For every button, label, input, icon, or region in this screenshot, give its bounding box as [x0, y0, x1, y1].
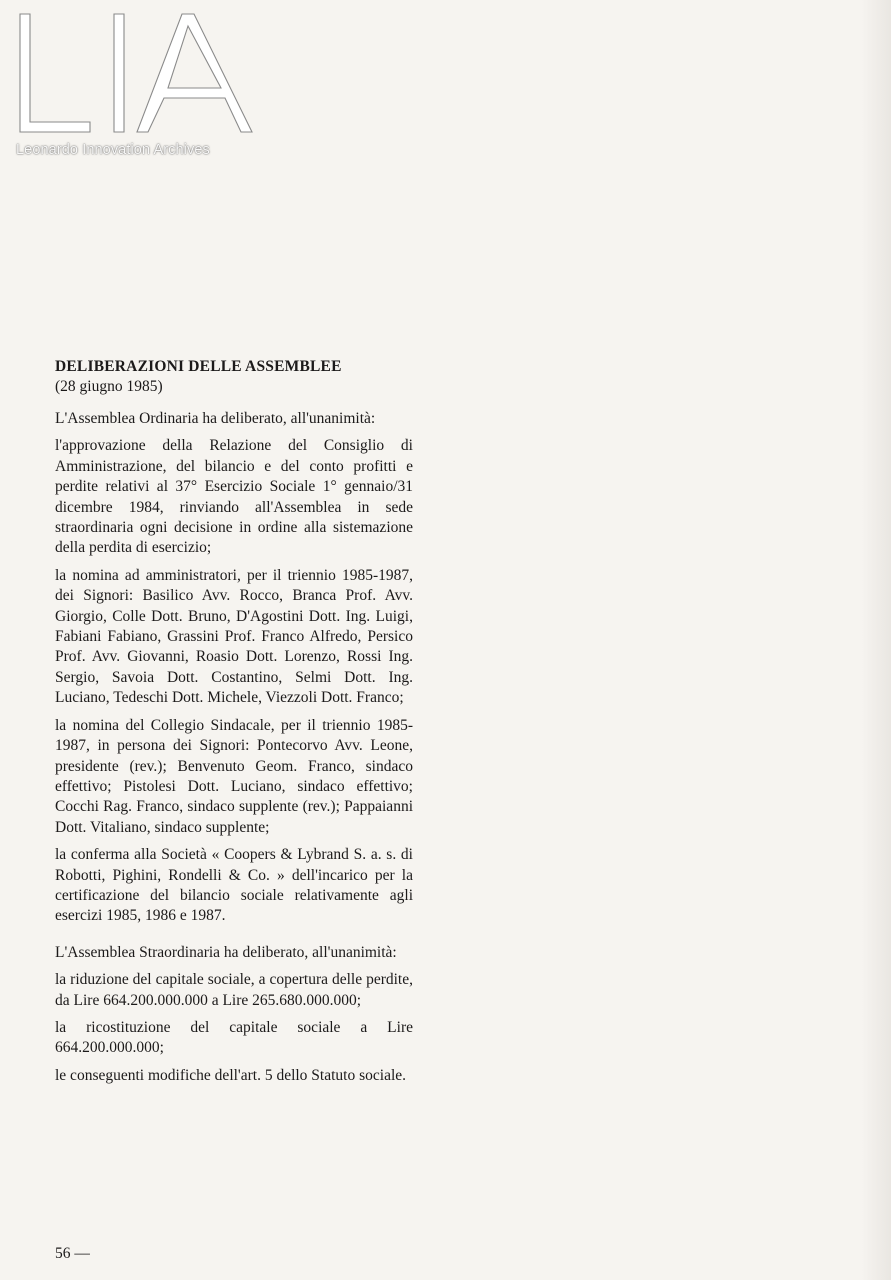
ordinary-item: la conferma alla Società « Coopers & Lybrand S. a. s. di Robotti, Pighini, Rondelli & Co. » dell'incarico per la certificazione del bilancio sociale relativamente agli esercizi 1985, 1986 e 1987. — [55, 846, 413, 925]
ordinary-item: l'approvazione della Relazione del Consiglio di Amministrazione, del bilancio e del conto profitti e perdite relativi al 37° Esercizio Sociale 1° gennaio/31 dicembre 1984, rinviando all'Assemblea in sede straordinaria ogni decisione in ordine alla sistemazione della perdita di esercizio; — [55, 437, 413, 557]
document-date: (28 giugno 1985) — [55, 378, 163, 395]
ordinary-item: la nomina ad amministratori, per il triennio 1985-1987, dei Signori: Basilico Avv. Rocco, Branca Prof. Avv. Giorgio, Colle Dott. Bruno, D'Agostini Dott. Ing. Luigi, Fabiani Fabiano, Grassini Prof. Franco Alfredo, Persico Prof. Avv. Giovanni, Roasio Dott. Lorenzo, Rossi Ing. Sergio, Savoia Dott. Costantino, Selmi Dott. Ing. Luciano, Tedeschi Dott. Michele, Viezzoli Dott. Franco; — [55, 566, 413, 707]
lia-watermark-logo — [14, 10, 254, 158]
extraordinary-assembly-intro: L'Assemblea Straordinaria ha deliberato, all'unanimità: — [55, 943, 397, 961]
ordinary-assembly-intro: L'Assemblea Ordinaria ha deliberato, all'unanimità: — [55, 410, 376, 427]
document-title: DELIBERAZIONI DELLE ASSEMBLEE — [55, 358, 342, 375]
document-body — [55, 357, 413, 1093]
watermark-tagline: Leonardo Innovation Archives — [16, 142, 210, 158]
extraordinary-item: la ricostituzione del capitale sociale a Lire 664.200.000.000; — [55, 1018, 413, 1057]
extraordinary-item: le conseguenti modifiche dell'art. 5 dello Statuto sociale. — [55, 1066, 407, 1084]
page-number: 56 — — [55, 1245, 90, 1262]
ordinary-item: la nomina del Collegio Sindacale, per il triennio 1985-1987, in persona dei Signori: Pontecorvo Avv. Leone, presidente (rev.); Benvenuto Geom. Franco, sindaco effettivo; Pistolesi Dott. Luciano, sindaco effettivo; Cocchi Rag. Franco, sindaco supplente (rev.); Pappaianni Dott. Vitaliano, sindaco supplente; — [55, 716, 413, 836]
lia-letters-graphic — [14, 10, 254, 135]
page-edge-shadow — [861, 0, 891, 1280]
extraordinary-item: la riduzione del capitale sociale, a copertura delle perdite, da Lire 664.200.000.000 a Lire 265.680.000.000; — [55, 971, 413, 1009]
